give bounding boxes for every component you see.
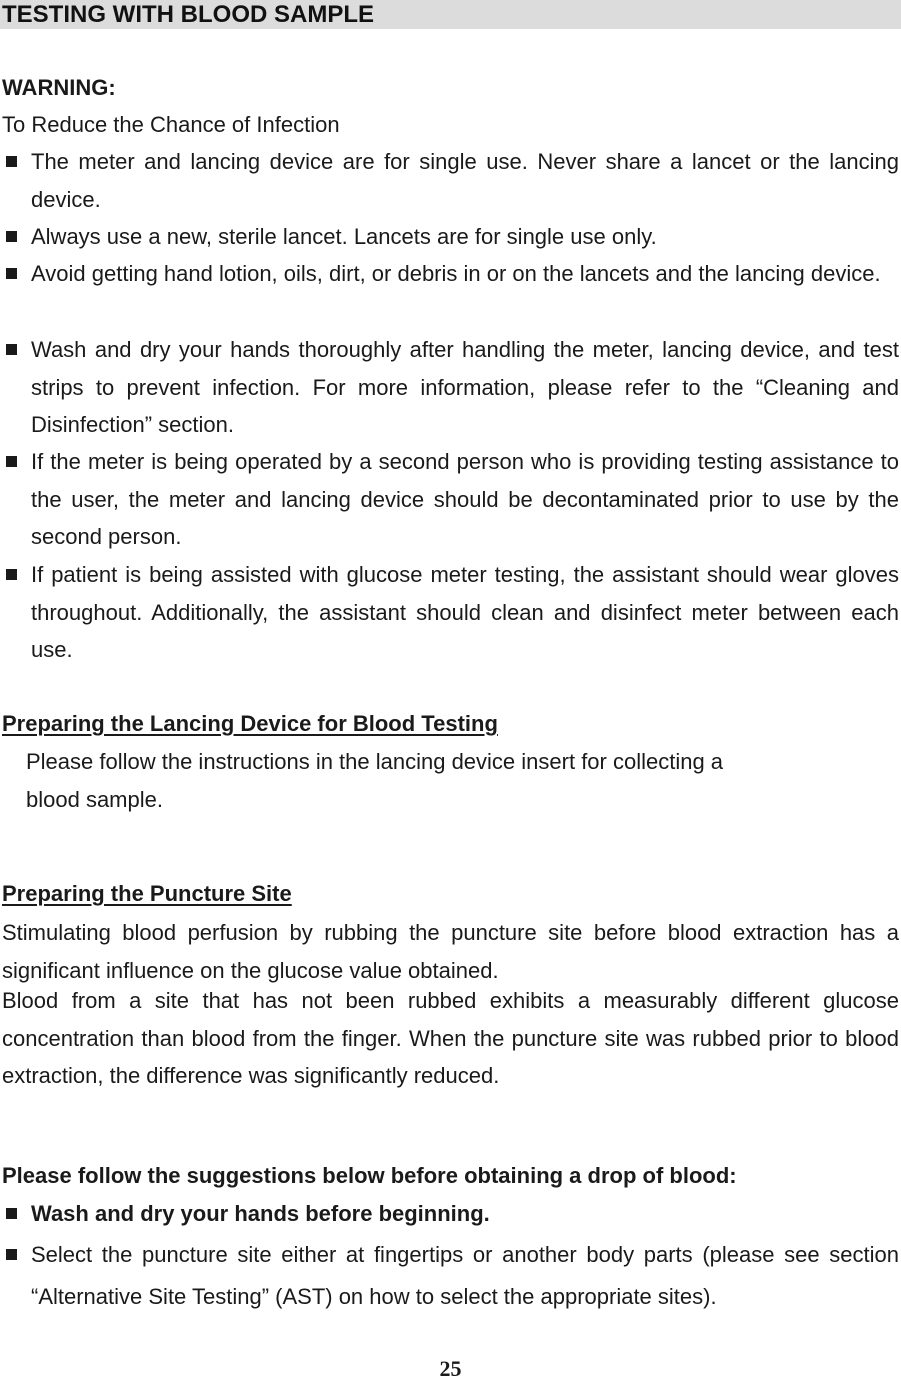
suggestions-heading: Please follow the suggestions below before obtaining a drop of blood: <box>2 1163 737 1188</box>
puncture-paragraph-1: Stimulating blood perfusion by rubbing the puncture site before blood extraction has a significant influence on the glucose value obtained. <box>2 920 899 983</box>
lancing-line-2: blood sample. <box>26 787 163 812</box>
page-number: 25 <box>439 1356 462 1381</box>
bullet-square-icon <box>6 344 17 355</box>
section-header-bar <box>0 0 901 29</box>
warning-bullet-text: Always use a new, sterile lancet. Lancets are for single use only. <box>31 224 657 249</box>
section-title: TESTING WITH BLOOD SAMPLE <box>2 1 374 28</box>
lancing-heading: Preparing the Lancing Device for Blood Testing <box>2 711 498 736</box>
bullet-square-icon <box>6 569 17 580</box>
warning-subtitle: To Reduce the Chance of Infection <box>2 112 340 137</box>
bullet-square-icon <box>6 268 17 279</box>
puncture-paragraph-2: Blood from a site that has not been rubbed exhibits a measurably different glucose concentration than blood from the finger. When the puncture site was rubbed prior to blood extraction, the difference was significantly reduced. <box>2 988 899 1088</box>
puncture-heading: Preparing the Puncture Site <box>2 881 292 906</box>
lancing-line-1: Please follow the instructions in the lancing device insert for collecting a <box>26 749 724 774</box>
suggestion-bullet-text: Select the puncture site either at fingertips or another body parts (please see section “Alternative Site Testing” (AST) on how to select the appropriate sites). <box>31 1242 899 1309</box>
warning-bullet-text: The meter and lancing device are for single use. Never share a lancet or the lancing device. <box>31 149 899 212</box>
bullet-square-icon <box>6 231 17 242</box>
bullet-square-icon <box>6 1249 17 1260</box>
bullet-square-icon <box>6 456 17 467</box>
bullet-square-icon <box>6 156 17 167</box>
warning-bullet-text: If patient is being assisted with glucose meter testing, the assistant should wear gloves throughout. Additionally, the assistant should clean and disinfect meter between each use. <box>31 562 899 662</box>
warning-bullet-text: If the meter is being operated by a second person who is providing testing assistance to the user, the meter and lancing device should be decontaminated prior to use by the second person. <box>31 449 899 549</box>
warning-bullet-text: Wash and dry your hands thoroughly after handling the meter, lancing device, and test strips to prevent infection. For more information, please refer to the “Cleaning and Disinfection” section. <box>31 337 899 437</box>
suggestion-bullet-text: Wash and dry your hands before beginning. <box>31 1201 490 1226</box>
warning-heading: WARNING: <box>2 75 116 100</box>
warning-bullet-text: Avoid getting hand lotion, oils, dirt, or debris in or on the lancets and the lancing device. <box>31 261 881 286</box>
bullet-square-icon <box>6 1208 17 1219</box>
